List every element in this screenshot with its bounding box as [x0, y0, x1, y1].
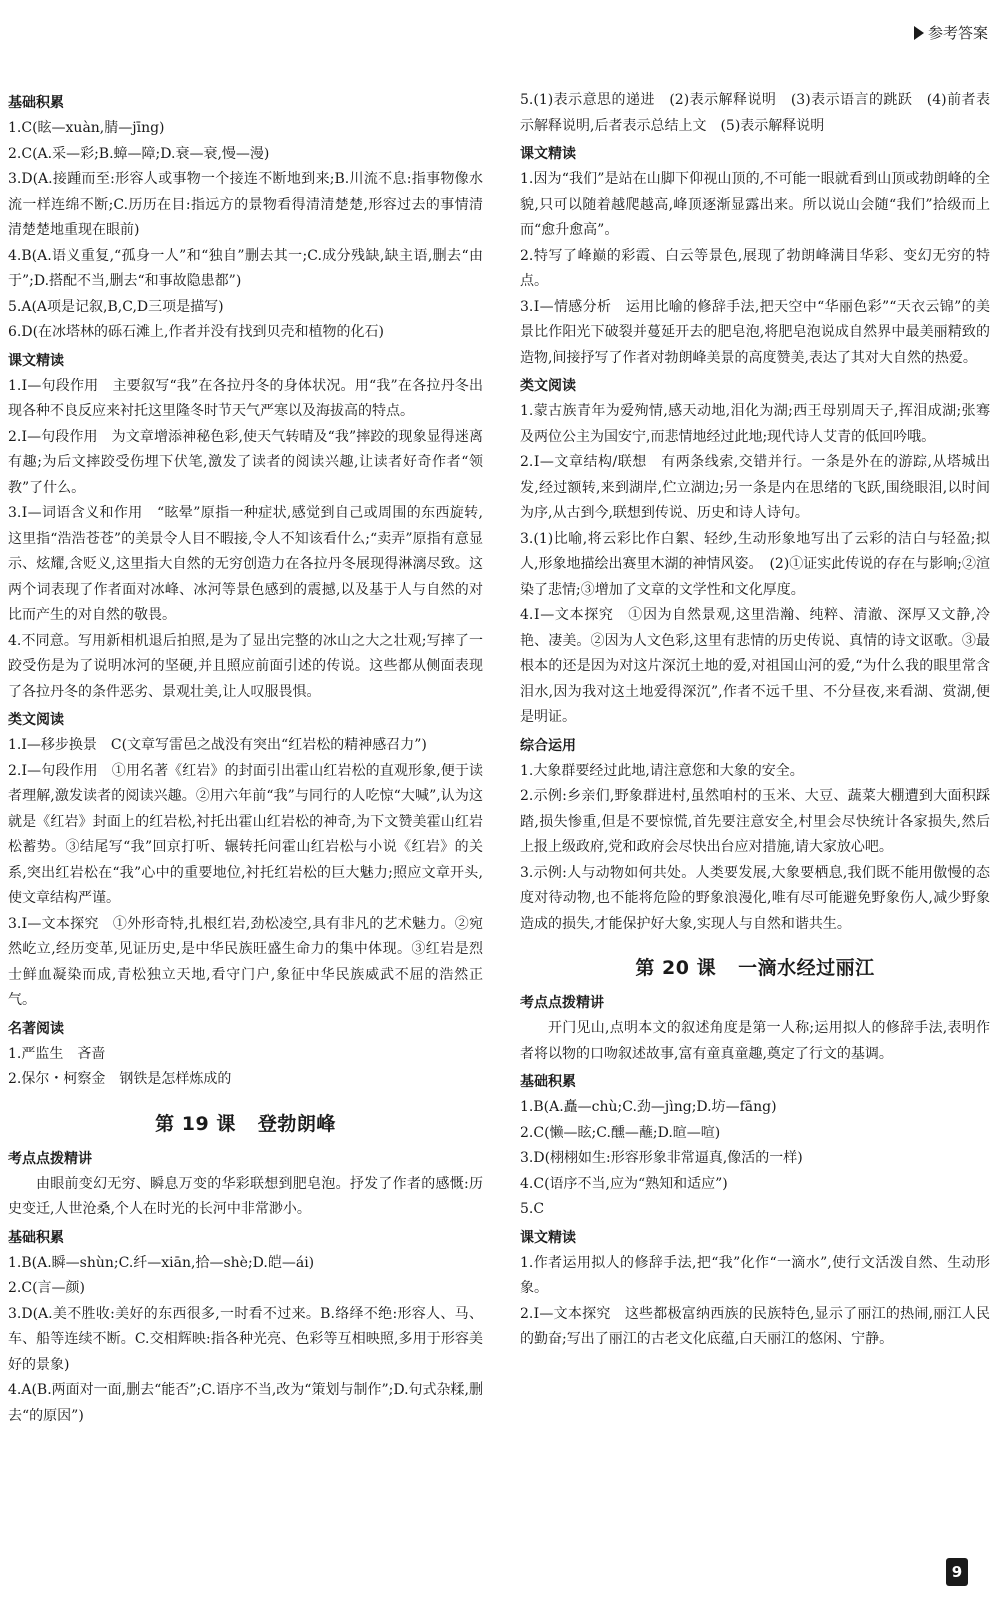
left-column: [8, 88, 483, 1429]
lesson-title: 登勃朗峰: [257, 1112, 336, 1135]
answer-item: 1.严监生 吝啬: [8, 1045, 106, 1062]
answer-item: 3.Ⅰ—词语含义和作用 “眩晕”原指一种症状,感觉到自己或周围的东西旋转,这里指“浩浩苍苍”的美景令人目不暇接,令人不知该看什么;“卖弄”原指有意显示、炫耀,含贬义,这里指大自然的无穷创造力在各拉丹冬展现得淋漓尽致。这两个词表现了作者面对冰峰、冰河等景色感到的震撼,以及基于人与自然的对比而产生的对自然的敬畏。: [8, 505, 483, 623]
answer-item: 2.示例:乡亲们,野象群进村,虽然咱村的玉米、大豆、蔬菜大棚遭到大面积踩踏,损失惨重,但是不要惊慌,首先要注意安全,村里会尽快统计各家损失,然后上报上级政府,党和政府会尽快出台应对措施,请大家放心吧。: [520, 788, 990, 855]
answer-item: 2.保尔・柯察金 钢铁是怎样炼成的: [8, 1071, 232, 1087]
section-title: 考点点拨精讲: [520, 995, 604, 1011]
answer-item: 2.C(懒—眩;C.醺—蘸;D.暄—喧): [520, 1124, 721, 1141]
answer-item: 1.作者运用拟人的修辞手法,把“我”化作“一滴水”,使行文活泼自然、生动形象。: [520, 1254, 990, 1296]
answer-item: 2.Ⅰ—文本探究 这些都极富纳西族的民族特色,显示了丽江的热闹,丽江人民的勤奋;写出了丽江的古老文化底蕴,白天丽江的悠闲、宁静。: [520, 1305, 990, 1347]
answer-item: 3.D(A.接踵而至:形容人或事物一个接连不断地到来;B.川流不息:指事物像水流一样连绵不断;C.历历在目:指远方的景物看得清清楚楚,形容过去的事情清清楚楚地重现在眼前): [8, 171, 483, 238]
section-title: 类文阅读: [8, 712, 64, 728]
lesson-number: 第 19 课: [155, 1112, 236, 1135]
section-title: 基础积累: [520, 1074, 576, 1090]
answer-item: 3.D(A.美不胜收:美好的东西很多,一时看不过来。B.络绎不绝:形容人、马、车、船等连续不断。C.交相辉映:指各种光亮、色彩等互相映照,多用于形容美好的景象): [8, 1305, 483, 1373]
lesson-number: 第 20 课: [635, 957, 717, 979]
answer-item: 2.Ⅰ—句段作用 为文章增添神秘色彩,使天气转晴及“我”摔跤的现象显得迷离有趣;为后文摔跤受伤埋下伏笔,激发了读者的阅读兴趣,让读者好奇作者“领教”了什么。: [8, 428, 483, 496]
header-text: 参考答案: [927, 24, 988, 42]
answer-item: 4.A(B.两面对一面,删去“能否”;C.语序不当,改为“策划与制作”;D.句式杂糅,删去“的原因”): [8, 1382, 483, 1424]
answer-item: 1.因为“我们”是站在山脚下仰视山顶的,不可能一眼就看到山顶或勃朗峰的全貌,只可以随着越爬越高,峰顶逐渐显露出来。所以说山会随“我们”拾级而上而“愈升愈高”。: [520, 171, 990, 238]
section-title: 基础积累: [8, 1229, 64, 1246]
section-title: 课文精读: [520, 1229, 576, 1246]
lesson-title: 一滴水经过丽江: [738, 957, 875, 979]
answer-item: 3.D(栩栩如生:形容形象非常逼真,像活的一样): [520, 1150, 803, 1166]
lesson-heading: [8, 1109, 483, 1136]
section-title: 名著阅读: [8, 1020, 64, 1037]
answer-item: 3.示例:人与动物如何共处。人类要发展,大象要栖息,我们既不能用傲慢的态度对待动物,也不能将危险的野象浪漫化,唯有尽可能避免野象伤人,减少野象造成的损失,才能保护好大象,实现人与自然和谐共生。: [520, 864, 990, 932]
lesson-heading: [520, 953, 990, 980]
answer-item: 1.Ⅰ—移步换景 C(文章写雷邑之战没有突出“红岩松的精神感召力”): [8, 737, 427, 753]
answer-item: 3.(1)比喻,将云彩比作白絮、轻纱,生动形象地写出了云彩的洁白与轻盈;拟人,形象地描绘出赛里木湖的神情风姿。 (2)①证实此传说的存在与影响;②渲染了悲情;③增加了文章的文学性和文化厚度。: [520, 530, 990, 598]
section-title: 课文精读: [8, 352, 64, 369]
section-title: 类文阅读: [520, 378, 576, 394]
page-header: [914, 22, 988, 43]
answer-item: 1.B(A.矗—chù;C.劲—jìng;D.坊—fāng): [520, 1099, 777, 1115]
answer-item: 2.C(言—颜): [8, 1280, 85, 1296]
answer-item: 2.C(A.采—彩;B.蟑—障;D.衰—衰,慢—漫): [8, 145, 270, 162]
page-number: 9: [946, 1558, 968, 1586]
section-title: 综合运用: [520, 737, 576, 754]
summary-paragraph: 开门见山,点明本文的叙述角度是第一人称;运用拟人的修辞手法,表明作者将以物的口吻叙述故事,富有童真童趣,奠定了行文的基调。: [520, 1020, 990, 1062]
triangle-marker-icon: [914, 26, 924, 40]
answer-item: 1.大象群要经过此地,请注意您和大象的安全。: [520, 762, 804, 779]
section-title: 考点点拨精讲: [8, 1150, 92, 1167]
answer-item: 5.(1)表示意思的递进 (2)表示解释说明 (3)表示语言的跳跃 (4)前者表示解释说明,后者表示总结上文 (5)表示解释说明: [520, 92, 990, 134]
answer-item: 5.A(A项是记叙,B,C,D三项是描写): [8, 298, 224, 315]
right-column: [520, 88, 990, 1353]
answer-item: 2.Ⅰ—句段作用 ①用名著《红岩》的封面引出霍山红岩松的直观形象,便于读者理解,激发读者的阅读兴趣。②用六年前“我”与同行的人吃惊“大喊”,认为这就是《红岩》封面上的红岩松,衬托出霍山红岩松的神奇,为下文赞美霍山红岩松蓄势。③结尾写“我”回京打听、辗转托问霍山红岩松与小说《红岩》的关系,突出红岩松在“我”心中的重要地位,衬托红岩松的巨大魅力;照应文章开头,使文章结构严谨。: [8, 762, 483, 906]
answer-item: 4.不同意。写用新相机退后拍照,是为了显出完整的冰山之大之壮观;写摔了一跤受伤是为了说明冰河的坚硬,并且照应前面引述的传说。这些都从侧面表现了各拉丹冬的条件恶劣、景观壮美,让人叹服畏惧。: [8, 632, 483, 700]
summary-paragraph: 由眼前变幻无穷、瞬息万变的华彩联想到肥皂泡。抒发了作者的感慨:历史变迁,人世沧桑,个人在时光的长河中非常渺小。: [8, 1175, 483, 1217]
answer-item: 4.Ⅰ—文本探究 ①因为自然景观,这里浩瀚、纯粹、清澈、深厚又文静,冷艳、凄美。②因为人文色彩,这里有悲情的历史传说、真情的诗文讴歌。③最根本的还是因为对这片深沉土地的爱,对祖国山河的爱,“为什么我的眼里常含泪水,因为我对这土地爱得深沉”,作者不远千里、不分昼夜,来看湖、赏湖,便是明证。: [520, 607, 990, 725]
section-title: 课文精读: [520, 146, 576, 162]
answer-item: 4.B(A.语义重复,“孤身一人”和“独自”删去其一;C.成分残缺,缺主语,删去“由于”;D.搭配不当,删去“和事故隐患都”): [8, 247, 483, 289]
answer-item: 2.Ⅰ—文章结构/联想 有两条线索,交错并行。一条是外在的游踪,从塔城出发,经过额转,来到湖岸,伫立湖边;另一条是内在思绪的飞跃,围绕眼泪,以时间为序,从古到今,联想到传说、历史和诗人诗句。: [520, 454, 990, 521]
answer-item: 3.Ⅰ—文本探究 ①外形奇特,扎根红岩,劲松凌空,具有非凡的艺术魅力。②宛然屹立,经历变革,见证历史,是中华民族旺盛生命力的集中体现。③红岩是烈士鲜血凝染而成,青松独立天地,看守门户,象征中华民族威武不屈的浩然正气。: [8, 915, 483, 1008]
answer-item: 3.Ⅰ—情感分析 运用比喻的修辞手法,把天空中“华丽色彩”“天衣云锦”的美景比作阳光下破裂并蔓延开去的肥皂泡,将肥皂泡说成自然界中最美丽精致的造物,间接抒写了作者对勃朗峰美景的高度赞美,表达了其对大自然的热爱。: [520, 298, 990, 366]
answer-item: 5.C: [520, 1201, 545, 1217]
section-title: 基础积累: [8, 95, 64, 111]
answer-item: 2.特写了峰巅的彩霞、白云等景色,展现了勃朗峰满目华彩、变幻无穷的特点。: [520, 247, 990, 289]
answer-item: 1.蒙古族青年为爱殉情,感天动地,泪化为湖;西王母别周天子,挥泪成湖;张骞及两位公主为国安宁,而悲情地经过此地;现代诗人艾青的低回吟哦。: [520, 403, 990, 445]
answer-item: 6.D(在冰塔林的砾石滩上,作者并没有找到贝壳和植物的化石): [8, 324, 384, 340]
answer-item: 1.C(眩—xuàn,腈—jīng): [8, 120, 165, 136]
answer-item: 1.B(A.瞬—shùn;C.纤—xiān,拾—shè;D.皑—ái): [8, 1254, 315, 1271]
answer-item: 4.C(语序不当,应为“熟知和适应”): [520, 1175, 728, 1192]
answer-item: 1.Ⅰ—句段作用 主要叙写“我”在各拉丹冬的身体状况。用“我”在各拉丹冬出现各种不良反应来衬托这里隆冬时节天气严寒以及海拔高的特点。: [8, 377, 483, 419]
